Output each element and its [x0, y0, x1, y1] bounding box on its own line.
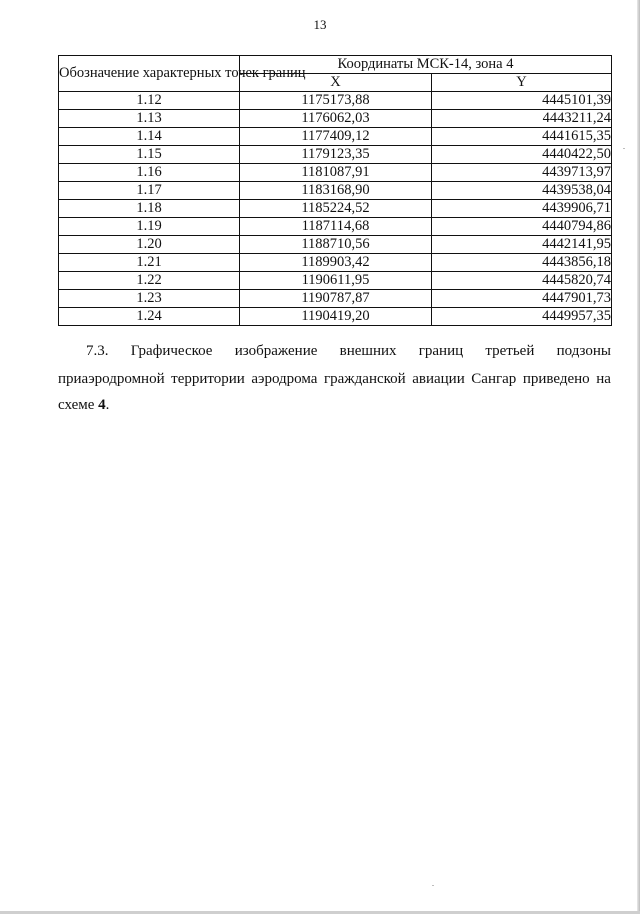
header-y: Y: [432, 74, 612, 92]
paragraph-word: Сангар: [471, 371, 517, 387]
point-id-cell: 1.20: [59, 236, 240, 254]
header-point-designation: Обозначение характерных точек границ: [59, 56, 240, 92]
paragraph-word: 7.3.: [86, 343, 109, 359]
table-row: [59, 110, 612, 128]
y-coordinate-cell: 4439906,71: [432, 200, 612, 218]
paragraph-word: внешних: [339, 343, 397, 359]
y-coordinate-cell: 4443211,24: [432, 110, 612, 128]
y-coordinate-cell: 4439713,97: [432, 164, 612, 182]
point-id-cell: 1.17: [59, 182, 240, 200]
table-row: [59, 164, 612, 182]
paragraph-word: приведено: [522, 371, 590, 387]
point-id-cell: 1.24: [59, 308, 240, 326]
y-coordinate-cell: 4442141,95: [432, 236, 612, 254]
x-coordinate-cell: 1183168,90: [240, 182, 432, 200]
point-id-cell: 1.14: [59, 128, 240, 146]
y-coordinate-cell: 4440794,86: [432, 218, 612, 236]
y-coordinate-cell: 4445101,39: [432, 92, 612, 110]
paragraph-word: территории: [171, 371, 245, 387]
paragraph-word: на: [596, 371, 611, 387]
paragraph-word: изображение: [234, 343, 318, 359]
paragraph-word: приаэродромной: [58, 371, 165, 387]
x-coordinate-cell: 1188710,56: [240, 236, 432, 254]
paragraph-word: аэродрома: [251, 371, 318, 387]
paragraph-line-2: [58, 366, 611, 392]
point-id-cell: 1.18: [59, 200, 240, 218]
x-coordinate-cell: 1190611,95: [240, 272, 432, 290]
x-coordinate-cell: 1190419,20: [240, 308, 432, 326]
header-x: X: [240, 74, 432, 92]
table-row: [59, 128, 612, 146]
paragraph-word: третьей: [485, 343, 535, 359]
x-coordinate-cell: 1177409,12: [240, 128, 432, 146]
paragraph-word: Графическое: [130, 343, 213, 359]
y-coordinate-cell: 4441615,35: [432, 128, 612, 146]
table-row: [59, 92, 612, 110]
x-coordinate-cell: 1176062,03: [240, 110, 432, 128]
x-coordinate-cell: 1181087,91: [240, 164, 432, 182]
paragraph-word: границ: [418, 343, 464, 359]
table-row: [59, 200, 612, 218]
table-row: [59, 182, 612, 200]
table-row: [59, 272, 612, 290]
x-coordinate-cell: 1190787,87: [240, 290, 432, 308]
x-coordinate-cell: 1179123,35: [240, 146, 432, 164]
y-coordinate-cell: 4440422,50: [432, 146, 612, 164]
point-id-cell: 1.19: [59, 218, 240, 236]
point-id-cell: 1.13: [59, 110, 240, 128]
scan-speck: [623, 148, 625, 149]
scheme-number: 4: [98, 397, 106, 413]
point-id-cell: 1.16: [59, 164, 240, 182]
point-id-cell: 1.12: [59, 92, 240, 110]
table-row: [59, 218, 612, 236]
table-row: [59, 236, 612, 254]
paragraph-word: авиации: [412, 371, 465, 387]
x-coordinate-cell: 1187114,68: [240, 218, 432, 236]
point-id-cell: 1.22: [59, 272, 240, 290]
table-row: [59, 308, 612, 326]
table-body: [59, 92, 612, 326]
coordinates-table: [58, 55, 612, 326]
table-row: [59, 254, 612, 272]
table-row: [59, 146, 612, 164]
table-row: [59, 290, 612, 308]
page-number: 13: [313, 17, 327, 32]
scan-speck: [432, 885, 434, 886]
paragraph-line-1: [58, 338, 611, 364]
paragraph-word: подзоны: [556, 343, 611, 359]
point-id-cell: 1.21: [59, 254, 240, 272]
x-coordinate-cell: 1175173,88: [240, 92, 432, 110]
paragraph-text: .: [105, 397, 110, 413]
x-coordinate-cell: 1189903,42: [240, 254, 432, 272]
y-coordinate-cell: 4447901,73: [432, 290, 612, 308]
paragraph-word: гражданской: [323, 371, 406, 387]
y-coordinate-cell: 4449957,35: [432, 308, 612, 326]
y-coordinate-cell: 4443856,18: [432, 254, 612, 272]
x-coordinate-cell: 1185224,52: [240, 200, 432, 218]
y-coordinate-cell: 4445820,74: [432, 272, 612, 290]
paragraph-line-3: [58, 392, 611, 418]
header-coordinates: Координаты МСК-14, зона 4: [240, 56, 612, 74]
y-coordinate-cell: 4439538,04: [432, 182, 612, 200]
point-id-cell: 1.15: [59, 146, 240, 164]
paragraph-text: схеме: [58, 397, 99, 413]
point-id-cell: 1.23: [59, 290, 240, 308]
